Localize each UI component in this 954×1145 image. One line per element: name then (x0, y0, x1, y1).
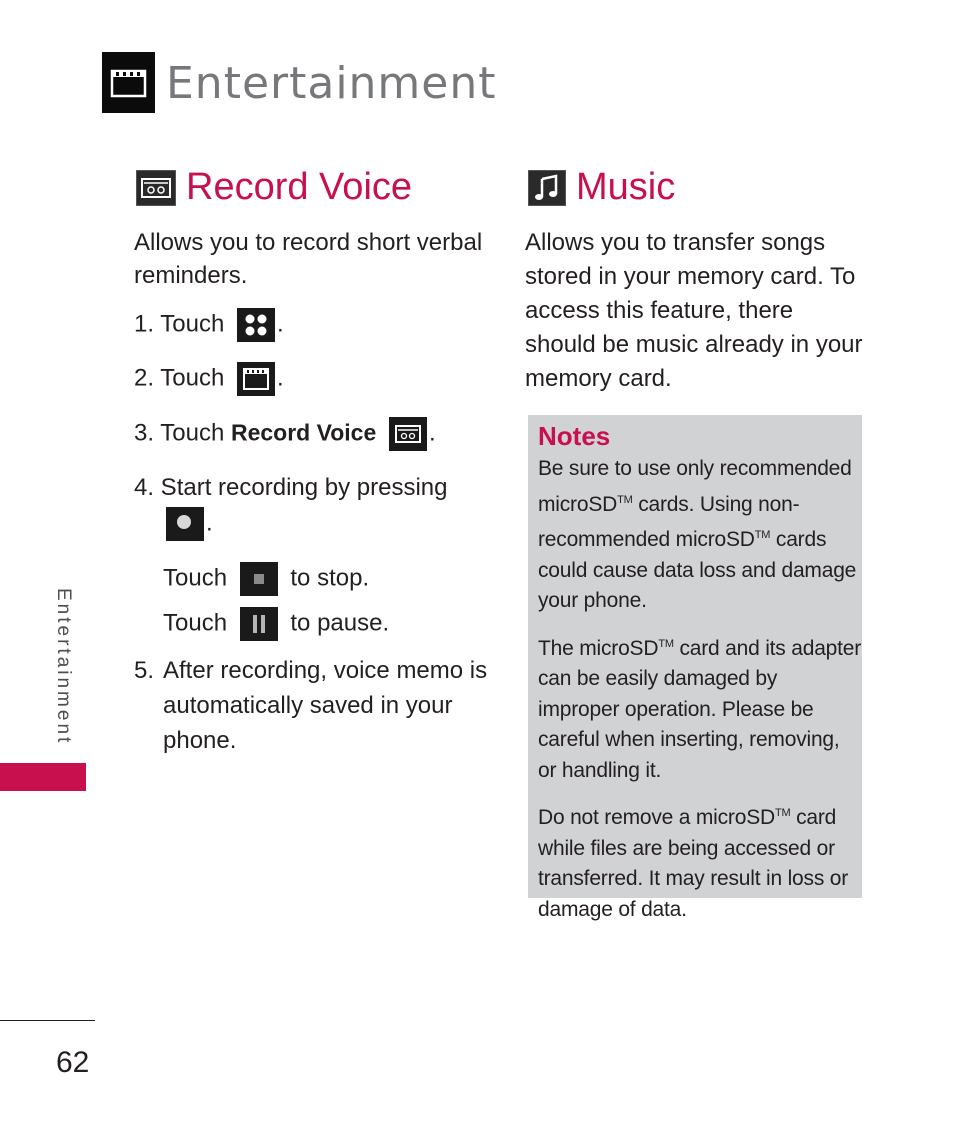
step-1: 1. Touch . (134, 308, 284, 342)
record-voice-label: Record Voice (230, 419, 377, 446)
note-1: Be sure to use only recommended microSD™ cards. Using non-recommended microSD™ cards could cause data loss and damage your phone. (538, 457, 857, 612)
notes-box (528, 415, 862, 921)
page-title: Entertainment (166, 58, 497, 109)
pause-icon (240, 607, 278, 641)
side-tab-marker (0, 763, 86, 791)
step-3: 3. Touch Record Voice . (134, 417, 436, 451)
notes-title: Notes (538, 421, 611, 451)
music-heading (528, 166, 675, 209)
record-voice-intro: Allows you to record short verbal reminders. (134, 229, 483, 289)
step-pause: Touch to pause. (163, 607, 389, 641)
menu-grid-icon (237, 308, 275, 342)
clapperboard-icon (237, 362, 275, 396)
music-note-icon (528, 170, 566, 206)
record-voice-title: Record Voice (186, 166, 413, 208)
clapperboard-icon (102, 52, 155, 113)
cassette-icon (136, 170, 176, 206)
cassette-icon (389, 417, 427, 451)
stop-icon (240, 562, 278, 596)
footer-divider (0, 1020, 95, 1021)
page-number: 62 (56, 1046, 90, 1079)
step-stop: Touch to stop. (163, 562, 369, 596)
step-4: 4. Start recording by pressing (134, 474, 448, 501)
record-voice-heading (136, 166, 412, 209)
side-tab-label: Entertainment (53, 588, 74, 746)
music-intro: Allows you to transfer songs stored in your memory card. To access this feature, there should be music already in your memory card. (525, 229, 863, 392)
step-5: 5. After recording, voice memo is automatically saved in your phone. (134, 657, 488, 754)
note-3: Do not remove a microSD™ card while files are being accessed or transferred. It may result in loss or damage of data. (538, 806, 849, 921)
step-4-icon-line: . (160, 507, 213, 541)
step-2: 2. Touch . (134, 362, 284, 396)
note-2: The microSD™ card and its adapter can be easily damaged by improper operation. Please be careful when inserting, removing, or handling it. (538, 636, 862, 782)
record-icon (166, 507, 204, 541)
music-title: Music (576, 166, 676, 208)
